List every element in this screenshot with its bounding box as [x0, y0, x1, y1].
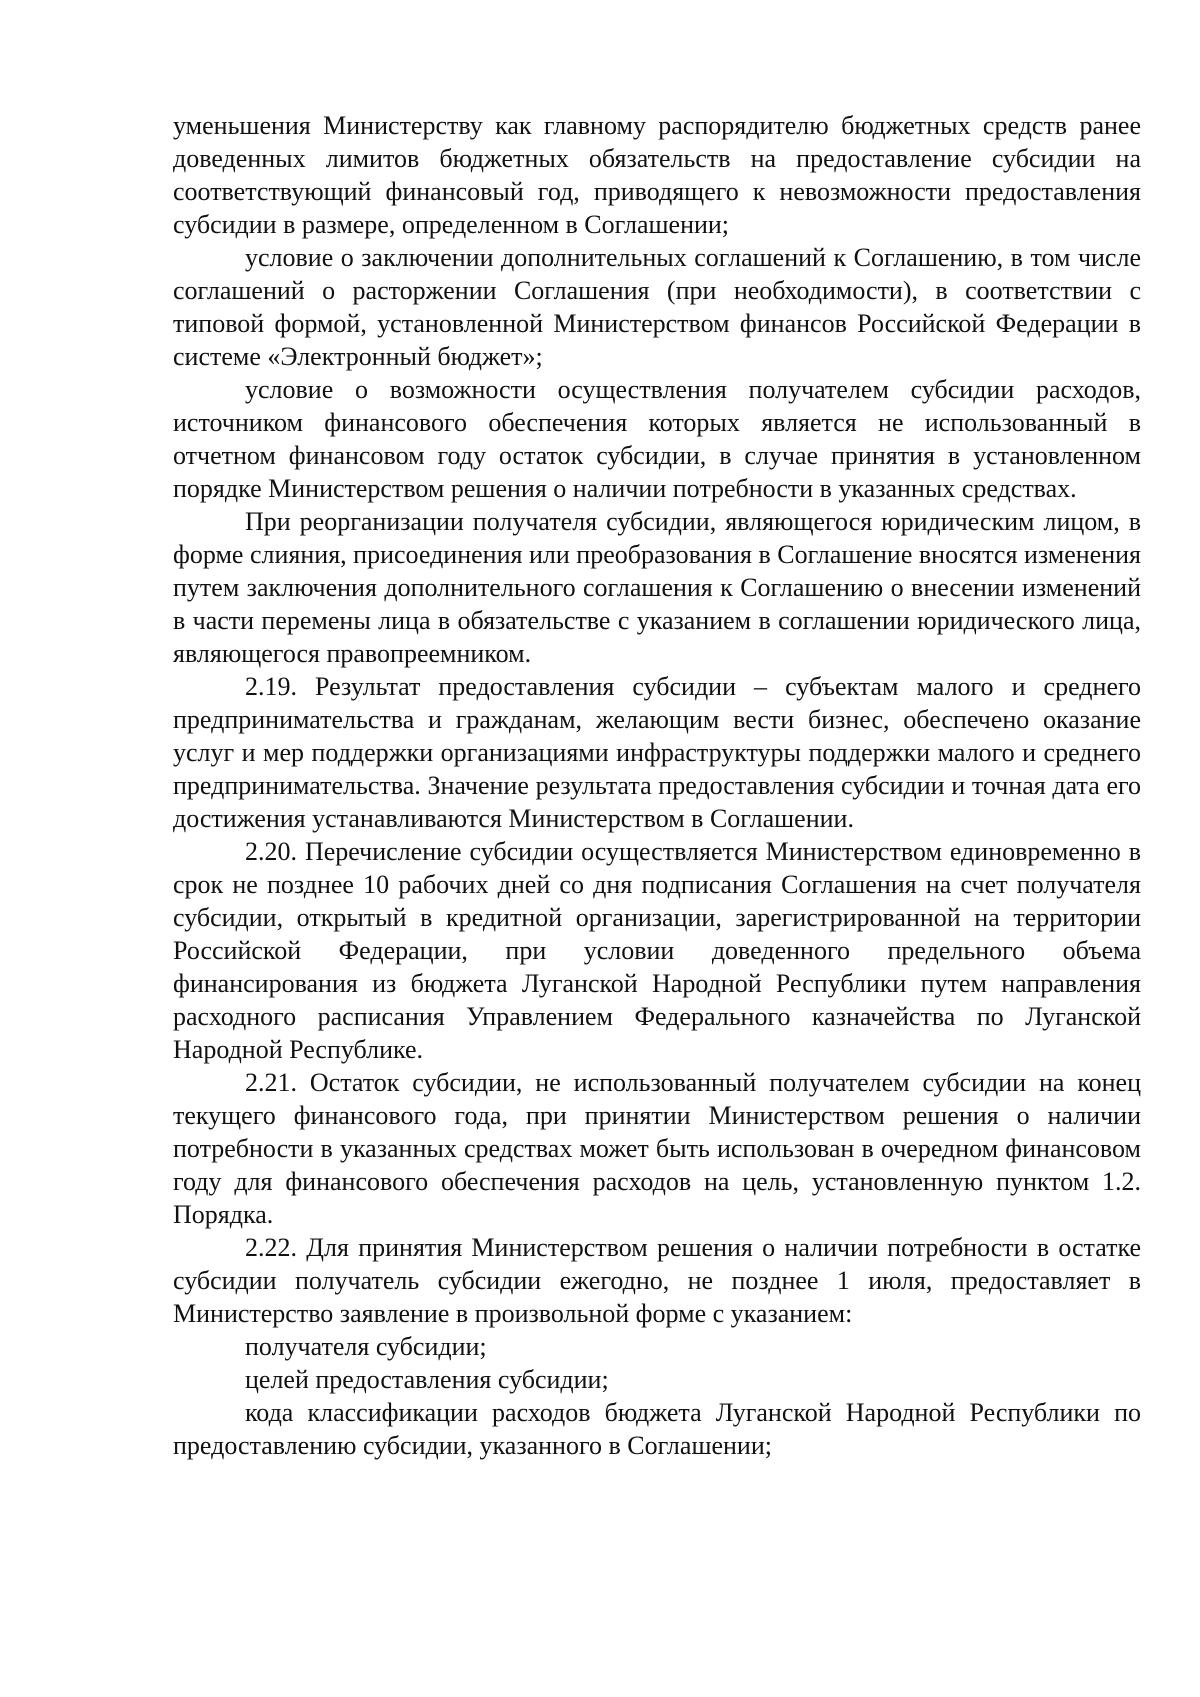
paragraph-3: условие о возможности осуществления получателем субсидии расходов, источником финансового обеспечения которых является не использованный в отчетном финансовом году остаток субсидии, в случае принятия в установленном порядке Министерством решения о наличии потребности в указанных средствах. [173, 375, 1141, 503]
paragraph-11: кода классификации расходов бюджета Луганской Народной Республики по предоставлению субсидии, указанного в Соглашении; [173, 1398, 1141, 1460]
paragraph-1: уменьшения Министерству как главному распорядителю бюджетных средств ранее доведенных лимитов бюджетных обязательств на предоставление субсидии на соответствующий финансовый год, приводящего к невозможности предоставления субсидии в размере, определенном в Соглашении; [173, 111, 1141, 239]
paragraph-6: 2.20. Перечисление субсидии осуществляется Министерством единовременно в срок не позднее 10 рабочих дней со дня подписания Соглашения на счет получателя субсидии, открытый в кредитной организации, зарегистрированной на территории Российской Федерации, при условии доведенного предельного объема финансирования из бюджета Луганской Народной Республики путем направления расходного расписания Управлением Федерального казначейства по Луганской Народной Республике. [173, 837, 1141, 1064]
paragraph-8: 2.22. Для принятия Министерством решения о наличии потребности в остатке субсидии получатель субсидии ежегодно, не позднее 1 июля, предоставляет в Министерство заявление в произвольной форме с указанием: [173, 1233, 1141, 1328]
paragraph-10: целей предоставления субсидии; [245, 1365, 609, 1394]
paragraph-2: условие о заключении дополнительных соглашений к Соглашению, в том числе соглашений о расторжении Соглашения (при необходимости), в соответствии с типовой формой, установленной Министерством финансов Российской Федерации в системе «Электронный бюджет»; [173, 243, 1141, 371]
paragraph-7: 2.21. Остаток субсидии, не использованный получателем субсидии на конец текущего финансового года, при принятии Министерством решения о наличии потребности в указанных средствах может быть использован в очередном финансовом году для финансового обеспечения расходов на цель, установленную пунктом 1.2. Порядка. [173, 1068, 1141, 1229]
paragraph-5: 2.19. Результат предоставления субсидии – субъектам малого и среднего предпринимательства и гражданам, желающим вести бизнес, обеспечено оказание услуг и мер поддержки организациями инфраструктуры поддержки малого и среднего предпринимательства. Значение результата предоставления субсидии и точная дата его достижения устанавливаются Министерством в Соглашении. [173, 672, 1141, 833]
paragraph-4: При реорганизации получателя субсидии, являющегося юридическим лицом, в форме слияния, присоединения или преобразования в Соглашение вносятся изменения путем заключения дополнительного соглашения к Соглашению о внесении изменений в части перемены лица в обязательстве с указанием в соглашении юридического лица, являющегося правопреемником. [173, 507, 1141, 668]
document-page [173, 109, 1141, 1462]
paragraph-9: получателя субсидии; [245, 1332, 487, 1361]
